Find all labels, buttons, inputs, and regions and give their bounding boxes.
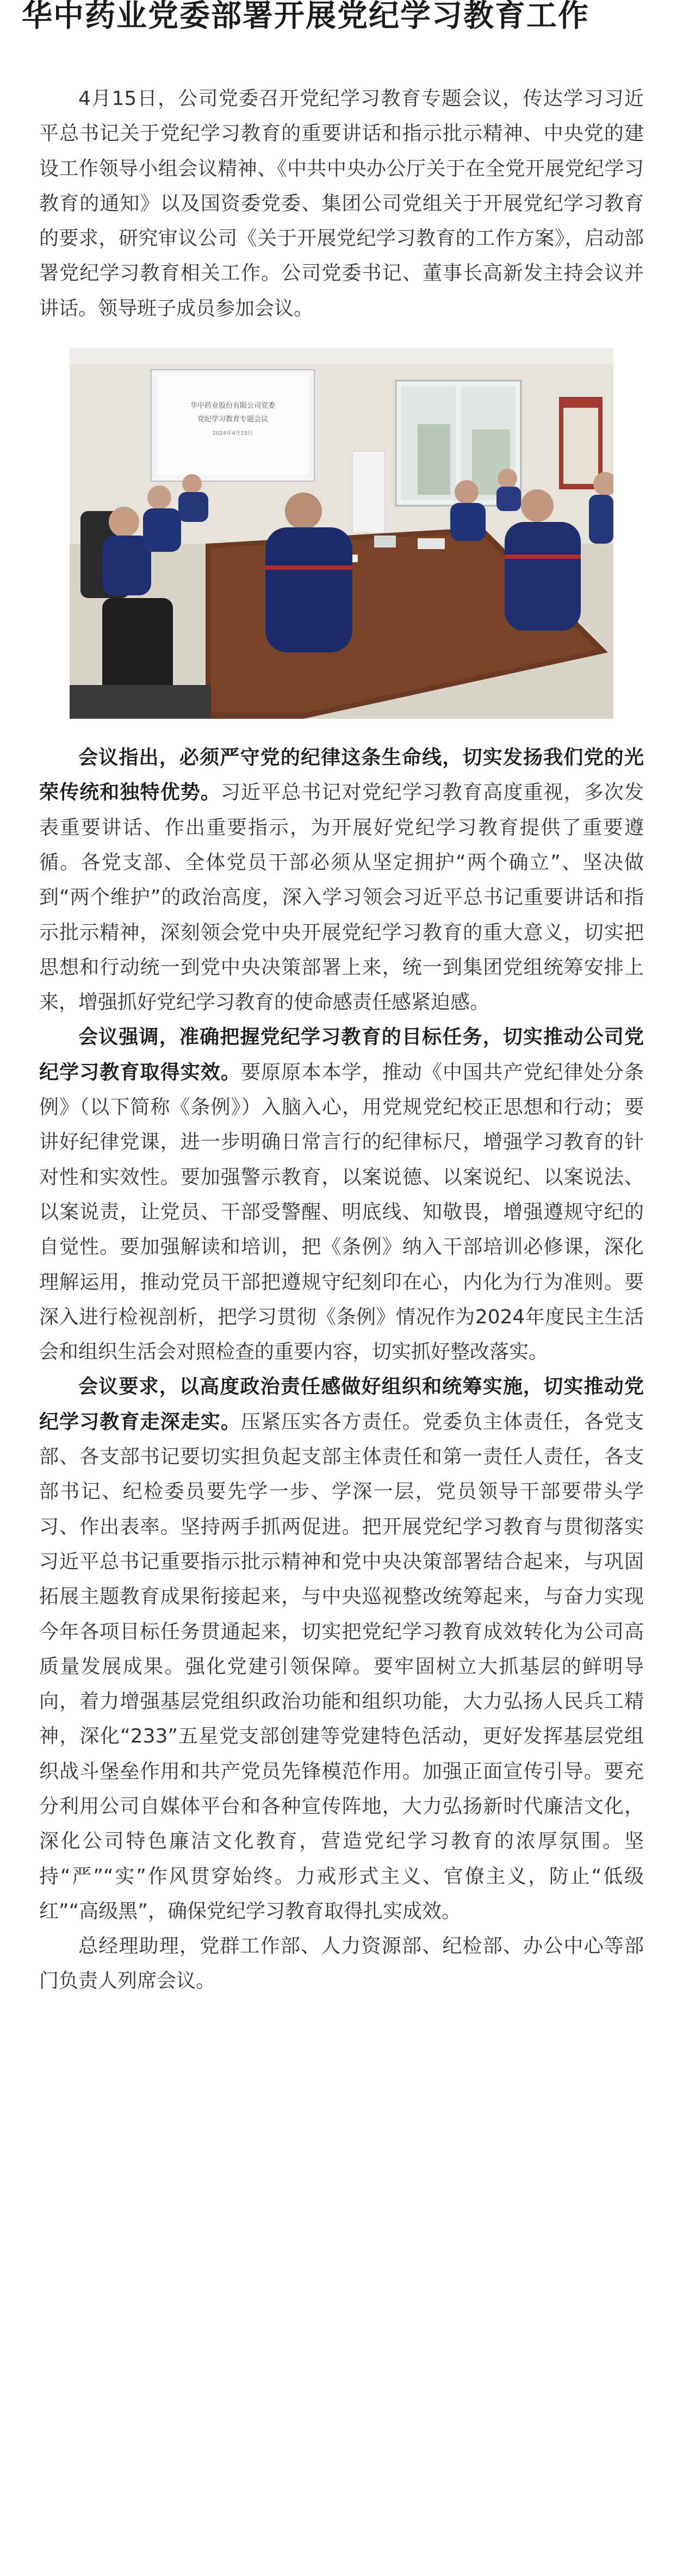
paragraph-attendees: 总经理助理，党群工作部、人力资源部、纪检部、办公中心等部门负责人列席会议。 [39, 1935, 644, 1993]
paragraph-intro: 4月15日，公司党委召开党纪学习教育专题会议，传达学习习近平总书记关于党纪学习教育的重要讲话和指示批示精神、中央党的建设工作领导小组会议精神、《中共中央办公厅关于在全党开展党纪学习教育的通知》以及国资委党委、集团公司党组关于开展党纪学习教育的要求，研究审议公司《关于开展党纪学习教育的工作方案》，启动部署党纪学习教育相关工作。公司党委书记、董事长高新发主持会议并讲话。领导班子成员参加会议。 [39, 88, 644, 320]
paragraph-point-1-lead: 会议指出，必须严守党的纪律这条生命线，切实发扬我们党的光荣传统和独特优势。 [39, 746, 644, 804]
article-title: 华中药业党委部署开展党纪学习教育工作 [22, 0, 589, 34]
paragraph-point-1-body: 习近平总书记对党纪学习教育高度重视，多次发表重要讲话、作出重要指示，为开展好党纪学习教育提供了重要遵循。各党支部、全体党员干部必须从坚定拥护“两个确立”、坚决做到“两个维护”的政治高度，深入学习领会习近平总书记重要讲话和指示批示精神，深刻领会党中央开展党纪学习教育的重大意义，切实把思想和行动统一到党中央决策部署上来，统一到集团党组统筹安排上来，增强抓好党纪学习教育的使命感责任感紧迫感。 [39, 781, 644, 1014]
paragraph-point-2-body: 要原原本本学，推动《中国共产党纪律处分条例》（以下简称《条例》）入脑入心，用党规党纪校正思想和行动；要讲好纪律党课，进一步明确日常言行的纪律标尺，增强学习教育的针对性和实效性。要加强警示教育，以案说德、以案说纪、以案说法、以案说责，让党员、干部受警醒、明底线、知敬畏，增强遵规守纪的自觉性。要加强解读和培训，把《条例》纳入干部培训必修课，深化理解运用，推动党员干部把遵规守纪刻印在心，内化为行为准则。要深入进行检视剖析，把学习贯彻《条例》情况作为2024年度民主生活会和组织生活会对照检查的重要内容，切实抓好整改落实。 [39, 1061, 644, 1364]
projection-screen [151, 370, 314, 481]
article-body [39, 82, 644, 1999]
meeting-photo [70, 348, 613, 719]
paragraph-point-2 [39, 1020, 644, 1370]
paragraph-point-3-body: 压紧压实各方责任。党委负主体责任，各党支部、各支部书记要切实担负起支部主体责任和第一责任人责任，各支部书记、纪检委员要先学一步、学深一层，党员领导干部要带头学习、作出表率。坚持两手抓两促进。把开展党纪学习教育与贯彻落实习近平总书记重要指示批示精神和党中央决策部署结合起来，与巩固拓展主题教育成果衔接起来，与中央巡视整改统筹起来，与奋力实现今年各项目标任务贯通起来，切实把党纪学习教育成效转化为公司高质量发展成果。强化党建引领保障。要牢固树立大抓基层的鲜明导向，着力增强基层党组织政治功能和组织功能，大力弘扬人民兵工精神，深化“233”五星党支部创建等党建特色活动，更好发挥基层党组织战斗堡垒作用和共产党员先锋模范作用。加强正面宣传引导。要充分利用公司自媒体平台和各种宣传阵地，大力弘扬新时代廉洁文化，深化公司特色廉洁文化教育，营造党纪学习教育的浓厚氛围。坚持“严”“实”作风贯穿始终。力戒形式主义、官僚主义，防止“低级红”“高级黑”，确保党纪学习教育取得扎实成效。 [39, 1410, 644, 1922]
screen-line-3: 2024年4月15日 [212, 431, 253, 437]
paragraph-point-3-lead: 会议要求，以高度政治责任感做好组织和统筹实施，切实推动党纪学习教育走深走实。 [39, 1376, 644, 1433]
paragraph-point-2-lead: 会议强调，准确把握党纪学习教育的目标任务，切实推动公司党纪学习教育取得实效。 [39, 1026, 644, 1084]
screen-line-2: 党纪学习教育专题会议 [197, 415, 269, 424]
paragraph-point-3 [39, 1370, 644, 1929]
screen-line-1: 华中药业股份有限公司党委 [190, 402, 276, 410]
paragraph-point-1 [39, 741, 644, 1020]
